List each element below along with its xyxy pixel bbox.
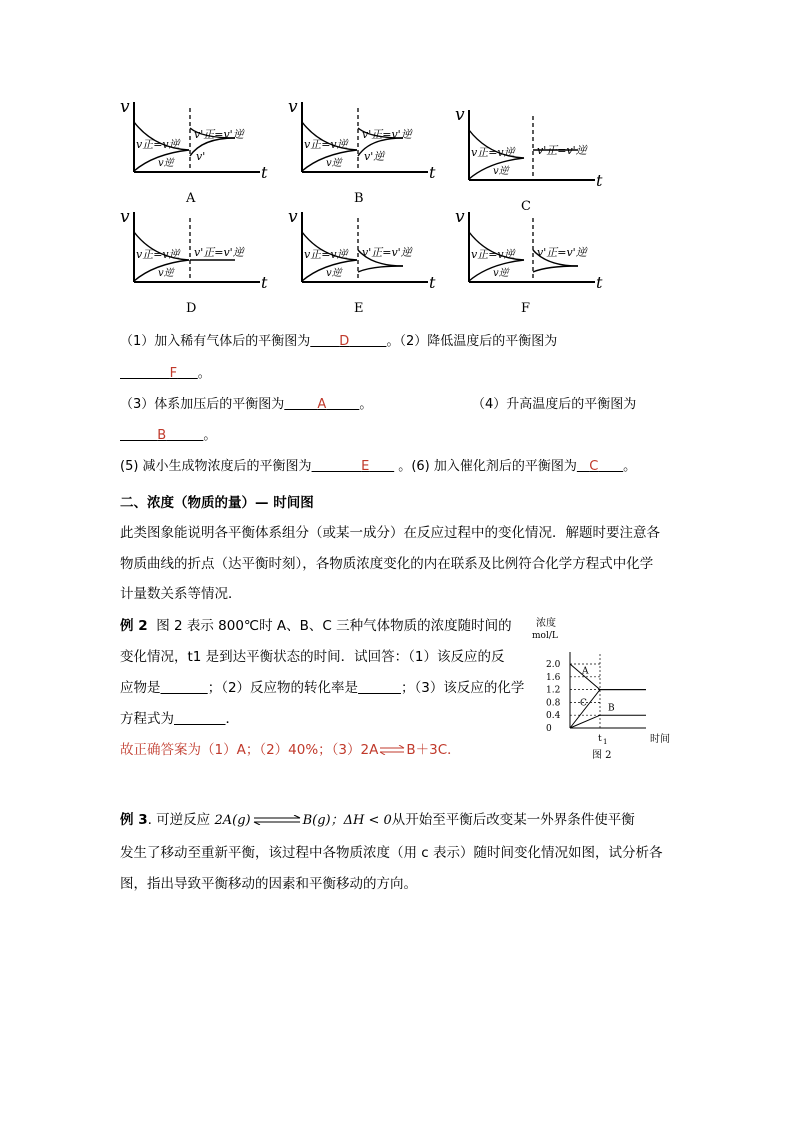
y-tick-label: 1.2 [546,685,561,696]
example-2-label: 例 2 [120,618,148,634]
first-equilibrium-label: v正=v逆 [304,138,348,151]
example-3-line-1 [120,808,635,828]
question-5-text: (5) 减小生成物浓度后的平衡图为 [120,459,312,474]
example-2-line-4: 方程式为 ． [120,711,239,727]
x-axis-label: 时间 [650,734,670,745]
equilibrium-arrow-icon [379,745,405,755]
y-tick-label: 1.6 [546,672,561,683]
t-axis-label: t [261,163,268,182]
velocity-graph-C [455,105,605,216]
v-prime-label: v'逆 [364,150,385,163]
velocity-graph-svg [120,207,270,318]
question-4-answer-line: B 。 [157,428,217,443]
question-4-answer: B [157,428,167,443]
graph-caption-E: E [354,301,364,316]
series-line-B [570,715,646,728]
example-2-answer-text: 故正确答案为（1）A；（2）40%；（3）2A [120,742,379,758]
section-2-intro-line-3: 计量数关系等情况． [120,586,242,602]
graph-caption-B: B [354,191,364,206]
second-equilibrium-label: v'正=v'逆 [362,128,412,141]
t1-label: t [598,734,602,744]
t-axis-label: t [429,273,436,292]
equilibrium-arrow-icon [253,815,301,825]
v-reverse-new-curve [533,266,578,272]
question-1-text: （1）加入稀有气体后的平衡图为 [120,334,311,349]
second-equilibrium-label: v'正=v'逆 [194,128,244,141]
v-reverse-label: v逆 [326,268,342,279]
question-3: （3）体系加压后的平衡图为 A 。 [120,397,373,412]
second-equilibrium-label: v'正=v'逆 [537,144,587,157]
example-2-line-2: 变化情况，t1 是到达平衡状态的时间．试回答：（1）该反应的反 [120,649,505,665]
example-2-line-3 [120,676,524,696]
example-2-text-3b: ；（2）反应物的转化率是 [207,680,359,696]
question-2-answer: F [169,366,178,381]
series-label-A: A [582,666,589,677]
v-reverse-label: v逆 [493,166,509,177]
question-5-6: (5) 减小生成物浓度后的平衡图为 E 。(6) 加入催化剂后的平衡图为 C 。 [120,459,637,474]
v-reverse-label: v逆 [326,158,342,169]
question-1-answer: D [339,334,350,349]
figure-2-svg [528,612,688,772]
section-2-intro-line-1: 此类图象能说明各平衡体系组分（或某一成分）在反应过程中的变化情况．解题时要注意各 [120,525,660,541]
equation-left: 2A(g) [214,813,251,828]
second-equilibrium-label: v'正=v'逆 [362,246,412,259]
section-2-intro-line-2: 物质曲线的折点（达平衡时刻），各物质浓度变化的内在联系及比例符合化学方程式中化学 [120,556,654,572]
v-axis-label: v [288,97,298,117]
example-2-text-1: 图 2 表示 800℃时 A、B、C 三种气体物质的浓度随时间的 [156,618,512,634]
question-2-answer-line: F 。 [169,366,211,381]
y-tick-label: 2.0 [546,660,561,670]
velocity-graph-A [120,97,270,208]
velocity-graph-E [288,207,438,318]
question-5-answer: E [361,459,370,474]
y-tick-label: 0.4 [546,711,561,722]
graph-caption-D: D [186,301,197,316]
v-prime-label: v' [196,150,206,163]
y-tick-label: 0.8 [546,698,561,709]
t-axis-label: t [429,163,436,182]
velocity-graph-F [455,207,605,318]
t-axis-label: t [596,273,603,292]
first-equilibrium-label: v正=v逆 [136,138,180,151]
question-6-text: (6) 加入催化剂后的平衡图为 [411,459,577,474]
v-axis-label: v [455,207,465,227]
question-3-answer: A [317,397,327,412]
velocity-graph-B [288,97,438,208]
example-2-text-3c: ；（3）该反应的化学 [400,680,525,696]
example-2-answer-tail: B＋3C． [406,742,461,758]
figure-caption: 图 2 [592,750,612,761]
question-2-text: （2）降低温度后的平衡图为 [399,334,558,349]
second-equilibrium-label: v'正=v'逆 [194,246,244,259]
v-axis-label: v [455,105,465,125]
v-reverse-label: v逆 [158,268,174,279]
equation-right: B(g) [302,813,331,828]
example-2-line-1 [120,614,512,634]
y-tick-label: 0 [546,724,552,734]
velocity-graph-svg [288,207,438,318]
first-equilibrium-label: v正=v逆 [136,248,180,261]
v-axis-label: v [288,207,298,227]
v-axis-label: v [120,207,130,227]
velocity-graph-svg [288,97,438,208]
v-reverse-label: v逆 [158,158,174,169]
question-6-answer: C [589,459,599,474]
t1-subscript: 1 [603,738,608,746]
example-2-answer [120,738,461,758]
first-equilibrium-label: v正=v逆 [471,146,515,159]
graph-caption-A: A [186,191,196,206]
question-4-text: （4）升高温度后的平衡图为 [472,397,637,412]
velocity-graph-svg [455,105,605,216]
t-axis-label: t [261,273,268,292]
example-3-line-3: 图，指出导致平衡移动的因素和平衡移动的方向。 [120,876,417,892]
example-2-text-3a: 应物是 [120,680,161,696]
series-label-C: C [580,698,587,709]
v-axis-label: v [120,97,130,117]
y-axis-unit: mol/L [532,631,558,641]
first-equilibrium-label: v正=v逆 [471,248,515,261]
second-equilibrium-label: v'正=v'逆 [537,246,587,259]
velocity-graph-D [120,207,270,318]
question-3-text: （3）体系加压后的平衡图为 [120,397,285,412]
t-axis-label: t [596,171,603,190]
example-3-label: 例 3 [120,812,148,828]
graph-caption-F: F [521,301,531,316]
graph-caption-C: C [521,199,531,214]
equation-delta: ；ΔH < 0 [330,813,392,828]
v-reverse-label: v逆 [493,268,509,279]
y-axis-label: 浓度 [536,618,556,629]
question-4 [472,397,636,413]
example-3-text-b: 从开始至平衡后改变某一外界条件使平衡 [391,812,635,828]
example-3-text-a: . 可逆反应 [147,812,211,828]
v-reverse-new-curve [358,266,403,272]
example-3-line-2: 发生了移动至重新平衡，该过程中各物质浓度（用 c 表示）随时间变化情况如图，试分析各 [120,845,663,861]
section-2-heading: 二、浓度（物质的量）— 时间图 [120,495,314,511]
series-label-B: B [608,703,615,714]
velocity-graph-svg [455,207,605,318]
first-equilibrium-label: v正=v逆 [304,248,348,261]
velocity-graph-svg [120,97,270,208]
example-2-text-4: 方程式为 [120,711,174,727]
figure-2-chart [528,612,688,772]
question-1: （1）加入稀有气体后的平衡图为 D 。（2）降低温度后的平衡图为 [120,334,558,349]
